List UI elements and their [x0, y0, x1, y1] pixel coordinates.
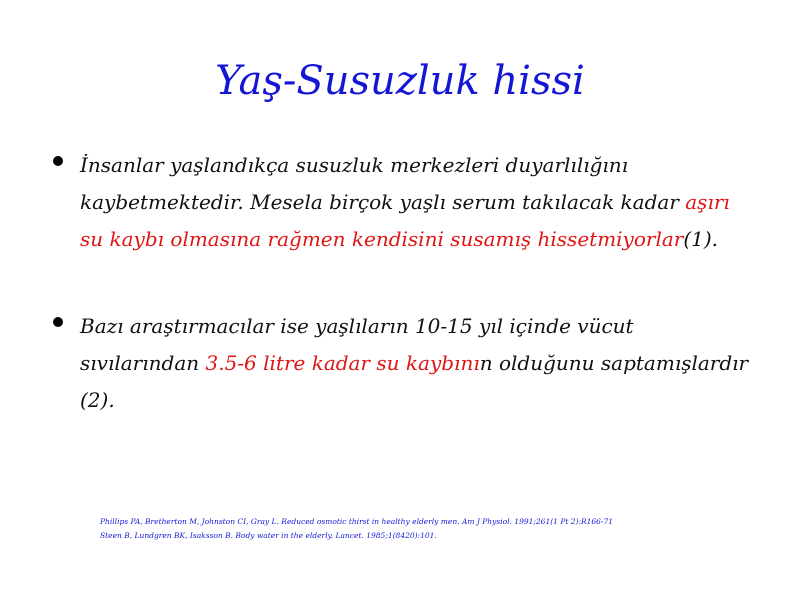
bullet-text-segment: n olduğunu saptamışlardır (2). [80, 351, 749, 412]
references [100, 515, 750, 543]
bullet-item [50, 147, 750, 258]
reference-line: Steen B, Lundgren BK, Isaksson B. Body water in the elderly. Lancet. 1985;1(8420):101. [100, 531, 437, 540]
bullet-highlight-segment: aşırı su kaybı olmasına rağmen kendisini susamış hissetmiyorlar [80, 190, 730, 251]
bullet-text-segment: (1). [683, 227, 719, 251]
bullet-list [50, 147, 750, 419]
bullet-highlight-segment: 3.5-6 litre kadar su kaybını [205, 351, 480, 375]
bullet-text-segment: Bazı araştırmacılar ise yaşlıların 10-15 yıl içinde vücut sıvılarından [80, 314, 634, 375]
reference-line: Phillips PA, Bretherton M, Johnston CI, Gray L. Reduced osmotic thirst in healthy elderly men. Am J Physiol. 1991;261(1 Pt 2):R166-71 [100, 517, 614, 526]
bullet-item [50, 308, 750, 419]
bullet-text [80, 147, 750, 258]
bullet-text [80, 308, 750, 419]
bullet-dot-icon [53, 317, 63, 327]
slide-title: Yaş-Susuzluk hissi [215, 58, 585, 104]
bullet-dot-icon [53, 156, 63, 166]
bullet-text-segment: İnsanlar yaşlandıkça susuzluk merkezleri duyarlılığını kaybetmektedir. Mesela birçok yaşlı serum takılacak kadar [80, 153, 686, 214]
